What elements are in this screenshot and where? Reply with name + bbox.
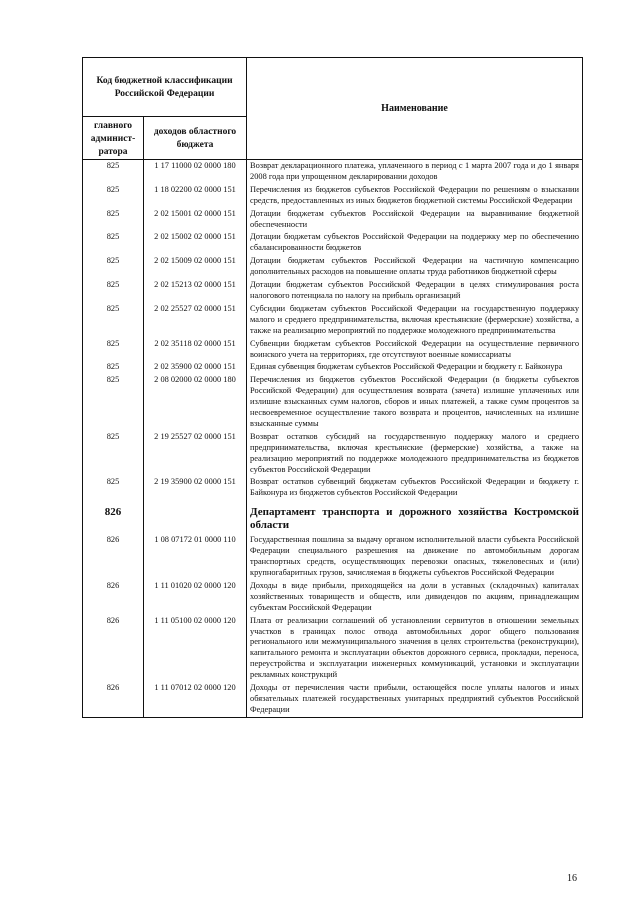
revenue-code-cell: 2 02 15213 02 0000 151: [144, 279, 247, 303]
admin-code-cell: 825: [83, 208, 144, 232]
name-cell: Перечисления из бюджетов субъектов Российской Федерации (в бюджеты субъектов Российской Федерации) для осуществления возврата (зачета) излишне уплаченных или излишне взысканных сумм налогов, сборов и иных платежей, а также сумм процентов за несвоевременное осуществление такого возврата и процентов, начисленных на излишне взысканные суммы: [247, 374, 583, 431]
revenue-code-cell: 1 11 01020 02 0000 120: [144, 580, 247, 615]
name-cell: Дотации бюджетам субъектов Российской Федерации на выравнивание бюджетной обеспеченности: [247, 208, 583, 232]
revenue-code-cell: 2 02 25527 02 0000 151: [144, 303, 247, 338]
table-row: [83, 255, 583, 279]
table-row: [83, 682, 583, 717]
revenue-code-cell: 2 19 35900 02 0000 151: [144, 476, 247, 500]
table-row: [83, 374, 583, 431]
table-row: [83, 184, 583, 208]
admin-code-cell: 825: [83, 338, 144, 362]
name-cell: Департамент транспорта и дорожного хозяйства Костромской области: [247, 500, 583, 534]
name-cell: Перечисления из бюджетов субъектов Российской Федерации по решениям о взыскании средств, предоставленных из иных бюджетов бюджетной системы Российской Федерации: [247, 184, 583, 208]
admin-code-cell: 825: [83, 374, 144, 431]
admin-code-cell: 825: [83, 255, 144, 279]
admin-code-cell: 825: [83, 431, 144, 477]
table-row: [83, 615, 583, 682]
name-cell: Возврат декларационного платежа, уплаченного в период с 1 марта 2007 года и до 1 января 2008 года при упрощенном декларировании доходов: [247, 160, 583, 184]
name-cell: Единая субвенция бюджетам субъектов Российской Федерации и бюджету г. Байконура: [247, 361, 583, 374]
admin-code-cell: 826: [83, 615, 144, 682]
header-name: Наименование: [247, 58, 583, 160]
revenue-code-cell: 2 02 35118 02 0000 151: [144, 338, 247, 362]
table-row: [83, 338, 583, 362]
admin-code-cell: 825: [83, 476, 144, 500]
name-cell: Возврат остатков субвенций бюджетам субъектов Российской Федерации и бюджету г. Байконура из бюджетов субъектов Российской Федерации: [247, 476, 583, 500]
table-row: [83, 303, 583, 338]
table-row: [83, 208, 583, 232]
admin-code-cell: 825: [83, 303, 144, 338]
revenue-code-cell: 2 02 15002 02 0000 151: [144, 231, 247, 255]
name-cell: Плата от реализации соглашений об установлении сервитутов в отношении земельных участков в границах полос отвода автомобильных дорог общего пользования регионального или межмуниципального значения в целях строительства (реконструкции), капитального ремонта и эксплуатации объектов дорожного сервиса, прокладки, переноса, переустройства и эксплуатации инженерных коммуникаций, установки и эксплуатации рекламных конструкций: [247, 615, 583, 682]
revenue-code-cell: [144, 500, 247, 534]
name-cell: Дотации бюджетам субъектов Российской Федерации на поддержку мер по обеспечению сбалансированности бюджетов: [247, 231, 583, 255]
admin-code-cell: 825: [83, 279, 144, 303]
table-row: [83, 361, 583, 374]
revenue-code-cell: 1 18 02200 02 0000 151: [144, 184, 247, 208]
admin-code-cell: 825: [83, 361, 144, 374]
admin-code-cell: 825: [83, 184, 144, 208]
admin-code-cell: 826: [83, 534, 144, 580]
admin-code-cell: 825: [83, 160, 144, 184]
revenue-code-cell: 2 02 15009 02 0000 151: [144, 255, 247, 279]
revenue-code-cell: 1 17 11000 02 0000 180: [144, 160, 247, 184]
table-row: [83, 160, 583, 184]
name-cell: Дотации бюджетам субъектов Российской Федерации на частичную компенсацию дополнительных расходов на повышение оплаты труда работников бюджетной сферы: [247, 255, 583, 279]
header-code-group: Код бюджетной классификации Российской Федерации: [83, 58, 247, 117]
name-cell: Доходы в виде прибыли, приходящейся на доли в уставных (складочных) капиталах хозяйственных товариществ и обществ, или дивидендов по акциям, принадлежащим субъектам Российской Федерации: [247, 580, 583, 615]
header-revenue: доходов областного бюджета: [144, 117, 247, 160]
table-row: [83, 534, 583, 580]
table-group-row: [83, 500, 583, 534]
admin-code-cell: 826: [83, 580, 144, 615]
revenue-code-cell: 2 02 35900 02 0000 151: [144, 361, 247, 374]
revenue-code-cell: 2 08 02000 02 0000 180: [144, 374, 247, 431]
revenue-code-cell: 2 02 15001 02 0000 151: [144, 208, 247, 232]
table-row: [83, 231, 583, 255]
revenue-code-cell: 2 19 25527 02 0000 151: [144, 431, 247, 477]
revenue-code-cell: 1 08 07172 01 0000 110: [144, 534, 247, 580]
revenue-code-cell: 1 11 05100 02 0000 120: [144, 615, 247, 682]
admin-code-cell: 826: [83, 682, 144, 717]
admin-code-cell: 826: [83, 500, 144, 534]
header-admin: главного админист-ратора: [83, 117, 144, 160]
table-body: [83, 160, 583, 718]
name-cell: Дотации бюджетам субъектов Российской Федерации в целях стимулирования роста налогового потенциала по налогу на прибыль организаций: [247, 279, 583, 303]
page-number: 16: [567, 873, 577, 884]
name-cell: Возврат остатков субсидий на государственную поддержку малого и среднего предпринимательства, включая крестьянские (фермерские) хозяйства, а также на реализацию мероприятий по поддержке молодежного предпринимательства из бюджетов субъектов Российской Федерации: [247, 431, 583, 477]
name-cell: Субвенции бюджетам субъектов Российской Федерации на осуществление первичного воинского учета на территориях, где отсутствуют военные комиссариаты: [247, 338, 583, 362]
name-cell: Государственная пошлина за выдачу органом исполнительной власти субъекта Российской Федерации специального разрешения на движение по автомобильным дорогам транспортных средств, осуществляющих перевозки опасных, тяжеловесных и (или) крупногабаритных грузов, зачисляемая в бюджеты субъектов Российской Федерации: [247, 534, 583, 580]
table-row: [83, 476, 583, 500]
table-row: [83, 431, 583, 477]
name-cell: Субсидии бюджетам субъектов Российской Федерации на государственную поддержку малого и среднего предпринимательства, включая крестьянские (фермерские) хозяйства, а также на реализацию мероприятий по поддержке молодежного предпринимательства: [247, 303, 583, 338]
admin-code-cell: 825: [83, 231, 144, 255]
table-row: [83, 279, 583, 303]
revenue-code-cell: 1 11 07012 02 0000 120: [144, 682, 247, 717]
budget-classification-table: [82, 57, 583, 718]
table-row: [83, 580, 583, 615]
name-cell: Доходы от перечисления части прибыли, остающейся после уплаты налогов и иных обязательных платежей государственных унитарных предприятий субъектов Российской Федерации: [247, 682, 583, 717]
